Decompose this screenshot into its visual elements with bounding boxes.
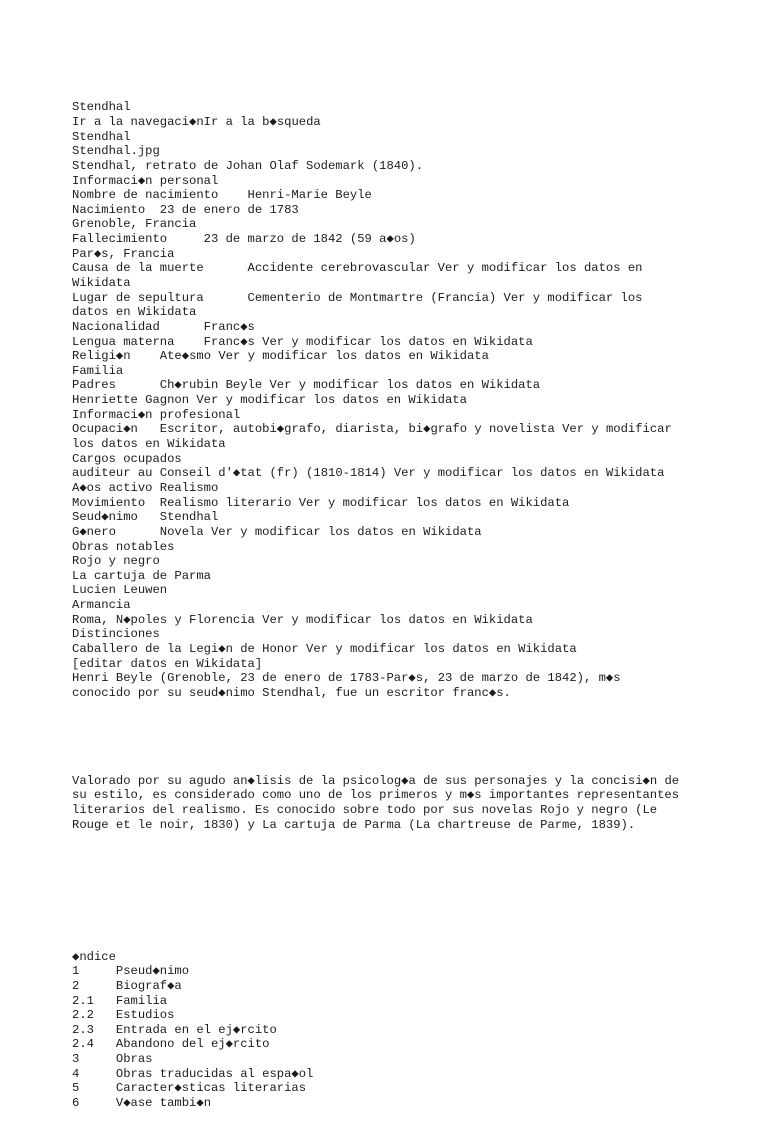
index-line: 2.1 Familia bbox=[72, 993, 168, 1008]
text-line: Henriette Gagnon Ver y modificar los datos en Wikidata bbox=[72, 393, 467, 408]
text-line: conocido por su seud◆nimo Stendhal, fue un escritor franc◆s. bbox=[72, 685, 511, 700]
text-line: Wikidata bbox=[72, 276, 131, 290]
text-line: Stendhal, retrato de Johan Olaf Sodemark (1840). bbox=[72, 158, 424, 173]
blank-line bbox=[72, 906, 712, 921]
text-line: Rojo y negro bbox=[72, 554, 160, 569]
text-line: Stendhal bbox=[72, 100, 131, 115]
text-line: auditeur au Conseil d'◆tat (fr) (1810-1814) Ver y modificar los datos en Wikidata bbox=[72, 466, 665, 481]
index-line: 2.4 Abandono del ej◆rcito bbox=[72, 1037, 270, 1052]
text-line: [editar datos en Wikidata] bbox=[72, 656, 263, 671]
text-line: Roma, N◆poles y Florencia Ver y modificar los datos en Wikidata bbox=[72, 612, 533, 627]
text-line: A◆os activo Realismo bbox=[72, 480, 219, 495]
index-line: 1 Pseud◆nimo bbox=[72, 964, 190, 979]
text-line: Familia bbox=[72, 363, 124, 378]
text-line: Caballero de la Legi◆n de Honor Ver y modificar los datos en Wikidata bbox=[72, 642, 577, 657]
text-line: Lengua materna Franc◆s Ver y modificar los datos en Wikidata bbox=[72, 334, 533, 349]
index-line: 2.3 Entrada en el ej◆rcito bbox=[72, 1022, 277, 1037]
blank-line bbox=[72, 862, 712, 877]
index-line: 3 Obras bbox=[72, 1052, 153, 1067]
text-line: Religi◆n Ate◆smo Ver y modificar los datos en Wikidata bbox=[72, 349, 489, 364]
index-line: 6 V◆ase tambi◆n bbox=[72, 1096, 212, 1111]
text-line: Grenoble, Francia bbox=[72, 217, 197, 232]
text-line: Informaci◆n personal bbox=[72, 173, 219, 188]
text-line: Obras notables bbox=[72, 539, 175, 554]
text-line: Lucien Leuwen bbox=[72, 583, 168, 598]
text-line: Stendhal bbox=[72, 129, 131, 144]
text-line: G◆nero Novela Ver y modificar los datos en Wikidata bbox=[72, 524, 482, 539]
text-line: Nombre de nacimiento Henri-Marie Beyle bbox=[72, 188, 372, 203]
text-line: Movimiento Realismo literario Ver y modificar los datos en Wikidata bbox=[72, 495, 570, 510]
intro-paragraph bbox=[72, 774, 712, 833]
text-line: Nacimiento 23 de enero de 1783 bbox=[72, 202, 299, 217]
text-line: Cargos ocupados bbox=[72, 451, 182, 466]
index-line: 2.2 Estudios bbox=[72, 1008, 175, 1023]
table-of-contents bbox=[72, 950, 712, 1111]
paragraph-line: su estilo, es considerado como uno de los primeros y m◆s importantes representantes bbox=[72, 788, 680, 803]
text-line: los datos en Wikidata bbox=[72, 437, 226, 452]
text-line: Seud◆nimo Stendhal bbox=[72, 510, 219, 525]
text-line: Armancia bbox=[72, 598, 131, 613]
text-line: La cartuja de Parma bbox=[72, 568, 211, 583]
text-line: Padres Ch◆rubin Beyle Ver y modificar los datos en Wikidata bbox=[72, 378, 541, 393]
infobox-lines bbox=[72, 100, 712, 700]
text-line: Stendhal.jpg bbox=[72, 144, 160, 159]
paragraph-line: Valorado por su agudo an◆lisis de la psicolog◆a de sus personajes y la concisi◆n de bbox=[72, 773, 680, 788]
text-line: Par◆s, Francia bbox=[72, 246, 175, 261]
text-line: Ocupaci◆n Escritor, autobi◆grafo, diarista, bi◆grafo y novelista Ver y modificar bbox=[72, 422, 672, 437]
text-line: Distinciones bbox=[72, 627, 160, 642]
text-line: Ir a la navegaci◆nIr a la b◆squeda bbox=[72, 114, 321, 129]
index-line: 2 Biograf◆a bbox=[72, 978, 182, 993]
text-line: Fallecimiento 23 de marzo de 1842 (59 a◆os) bbox=[72, 232, 416, 247]
text-line: Causa de la muerte Accidente cerebrovascular Ver y modificar los datos en bbox=[72, 261, 643, 276]
paragraph-line: Rouge et le noir, 1830) y La cartuja de Parma (La chartreuse de Parme, 1839). bbox=[72, 817, 636, 832]
text-line: Henri Beyle (Grenoble, 23 de enero de 1783-Par◆s, 23 de marzo de 1842), m◆s bbox=[72, 671, 621, 686]
text-line: Lugar de sepultura Cementerio de Montmartre (Francia) Ver y modificar los bbox=[72, 290, 643, 305]
text-line: datos en Wikidata bbox=[72, 305, 197, 320]
index-line: 5 Caracter◆sticas literarias bbox=[72, 1081, 307, 1096]
blank-line bbox=[72, 730, 712, 745]
index-line: ◆ndice bbox=[72, 949, 116, 964]
paragraph-line: literarios del realismo. Es conocido sobre todo por sus novelas Rojo y negro (Le bbox=[72, 803, 658, 818]
text-line: Informaci◆n profesional bbox=[72, 407, 241, 422]
document-text bbox=[72, 71, 712, 1125]
index-line: 4 Obras traducidas al espa◆ol bbox=[72, 1066, 314, 1081]
text-line: Nacionalidad Franc◆s bbox=[72, 319, 255, 334]
